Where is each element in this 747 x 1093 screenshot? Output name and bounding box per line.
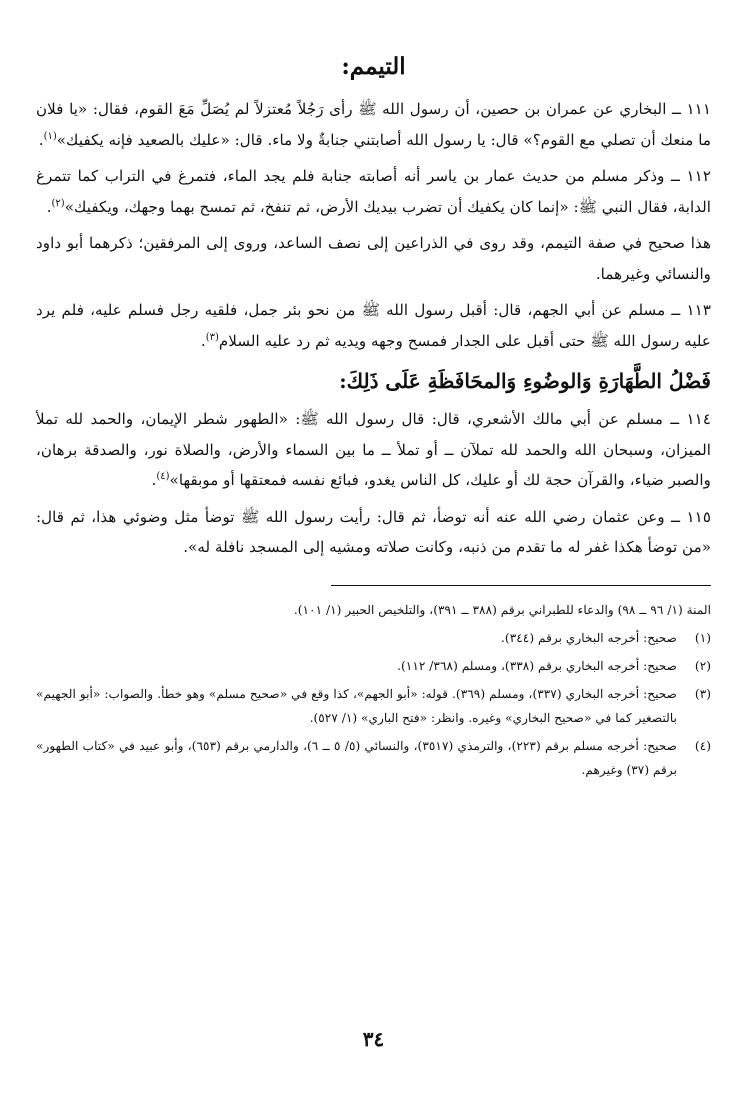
paragraph-text: ١١٥ ــ وعن عثمان رضي الله عنه أنه توضأ، ثم قال: رأيت رسول الله ﷺ توضأ مثل وضوئي هذا، ثم قال: «من توضأ هكذا غفر له ما تقدم من ذنبه، وكانت صلاته ومشيه إلى المسجد نافلة له». <box>36 507 711 556</box>
hadith-paragraph <box>36 161 711 222</box>
hadith-paragraph <box>36 94 711 155</box>
footnote-continuation: المنة (١/ ٩٦ ــ ٩٨) والدعاء للطبراني برقم (٣٨٨ ــ ٣٩١)، والتلخيص الحبير (١/ ١٠١). <box>293 602 711 617</box>
footnote-text: صحيح: أخرجه البخاري (٣٣٧)، ومسلم (٣٦٩). قوله: «أبو الجهم»، كذا وقع في «صحيح مسلم» وهو خطأ. والصواب: «أبو الجهيم» بالتصغير كما في «صحيح البخاري» وغيره. وانظر: «فتح الباري» (١/ ٥٢٧). <box>36 686 677 725</box>
paragraph-tail: . <box>46 197 52 216</box>
paragraph-text: ١١٤ ــ مسلم عن أبي مالك الأشعري، قال: قال رسول الله ﷺ: «الطهور شطر الإيمان، والحمد لله تملأ الميزان، وسبحان الله والحمد لله تملآن ــ أو تملأ ــ ما بين السماء والأرض، والصلاة نور، والصدقة برهان، والصبر ضياء، والقرآن حجة لك أو عليك، كل الناس يغدو، فبائع نفسه فمعتقها أو موبقها» <box>36 410 711 489</box>
paragraph-group-1 <box>36 94 711 356</box>
footnote-number: (٤) <box>694 738 711 753</box>
footnote-item <box>36 654 711 678</box>
footnote-text: صحيح: أخرجه البخاري برقم (٣٣٨)، ومسلم (٣٦٨/ ١١٢). <box>397 658 677 673</box>
paragraph-tail: . <box>151 471 157 489</box>
footnote-item <box>36 734 711 782</box>
footnote-number: (١) <box>694 630 711 645</box>
footnote-divider <box>331 585 711 586</box>
chapter-heading: التيمم: <box>341 53 406 80</box>
section-heading: فَضْلُ الطَّهَارَةِ وَالوضُوءِ وَالمحَافَظَةِ عَلَى ذَلِكَ: <box>339 369 711 393</box>
footnote-text: صحيح: أخرجه البخاري برقم (٣٤٤). <box>501 630 677 645</box>
hadith-paragraph <box>36 502 711 563</box>
footnote-number: (٢) <box>694 658 711 673</box>
hadith-paragraph <box>36 295 711 356</box>
paragraph-group-2 <box>36 404 711 563</box>
footnote-number: (٣) <box>694 686 711 701</box>
paragraph-tail: . <box>38 130 44 149</box>
footnote-item <box>36 626 711 650</box>
hadith-paragraph <box>36 404 711 496</box>
paragraph-text: ١١٣ ــ مسلم عن أبي الجهم، قال: أقبل رسول الله ﷺ من نحو بئر جمل، فلقيه رجل فسلم عليه، فلم يرد عليه رسول الله ﷺ حتى أقبل على الجدار فمسح وجهه ويديه ثم رد عليه السلام <box>36 301 711 350</box>
page-number: ٣٤ <box>362 1027 385 1051</box>
paragraph-text: ١١١ ــ البخاري عن عمران بن حصين، أن رسول الله ﷺ رأى رَجُلاً مُعتزلاً لم يُصَلِّ مَعَ القوم، فقال: «يا فلان ما منعك أن تصلي مع القوم؟» قال: يا رسول الله أصابتني جنابةٌ ولا ماء. قال: «عليك بالصعيد فإنه يكفيك» <box>36 100 711 149</box>
footnote-ref[interactable]: (٤) <box>156 470 170 482</box>
footnotes <box>36 598 711 782</box>
paragraph-text: هذا صحيح في صفة التيمم، وقد روى في الذراعين إلى نصف الساعد، وروى إلى المرفقين؛ ذكرهما أبو داود والنسائي وغيرهما. <box>36 234 711 283</box>
footnote-ref[interactable]: (١) <box>43 130 57 142</box>
footnote-text: صحيح: أخرجه مسلم برقم (٢٢٣)، والترمذي (٣٥١٧)، والنسائي (٥/ ٥ ــ ٦)، والدارمي برقم (٦٥٣)، وأبو عبيد في «كتاب الطهور» برقم (٣٧) وغيرهم. <box>36 738 678 777</box>
commentary-paragraph <box>36 228 711 289</box>
footnote-item <box>36 682 711 730</box>
paragraph-tail: . <box>200 331 206 350</box>
paragraph-text: ١١٢ ــ وذكر مسلم من حديث عمار بن ياسر أنه أصابته جنابة فلم يجد الماء، فتمرغ في التراب كما تتمرغ الدابة، فقال النبي ﷺ: «إنما كان يكفيك أن تضرب بيديك الأرض، ثم تنفخ، ثم تمسح بهما وجهك، ويكفيك» <box>36 167 711 216</box>
footnote-ref[interactable]: (٣) <box>205 331 219 343</box>
footnote-ref[interactable]: (٢) <box>51 197 65 209</box>
